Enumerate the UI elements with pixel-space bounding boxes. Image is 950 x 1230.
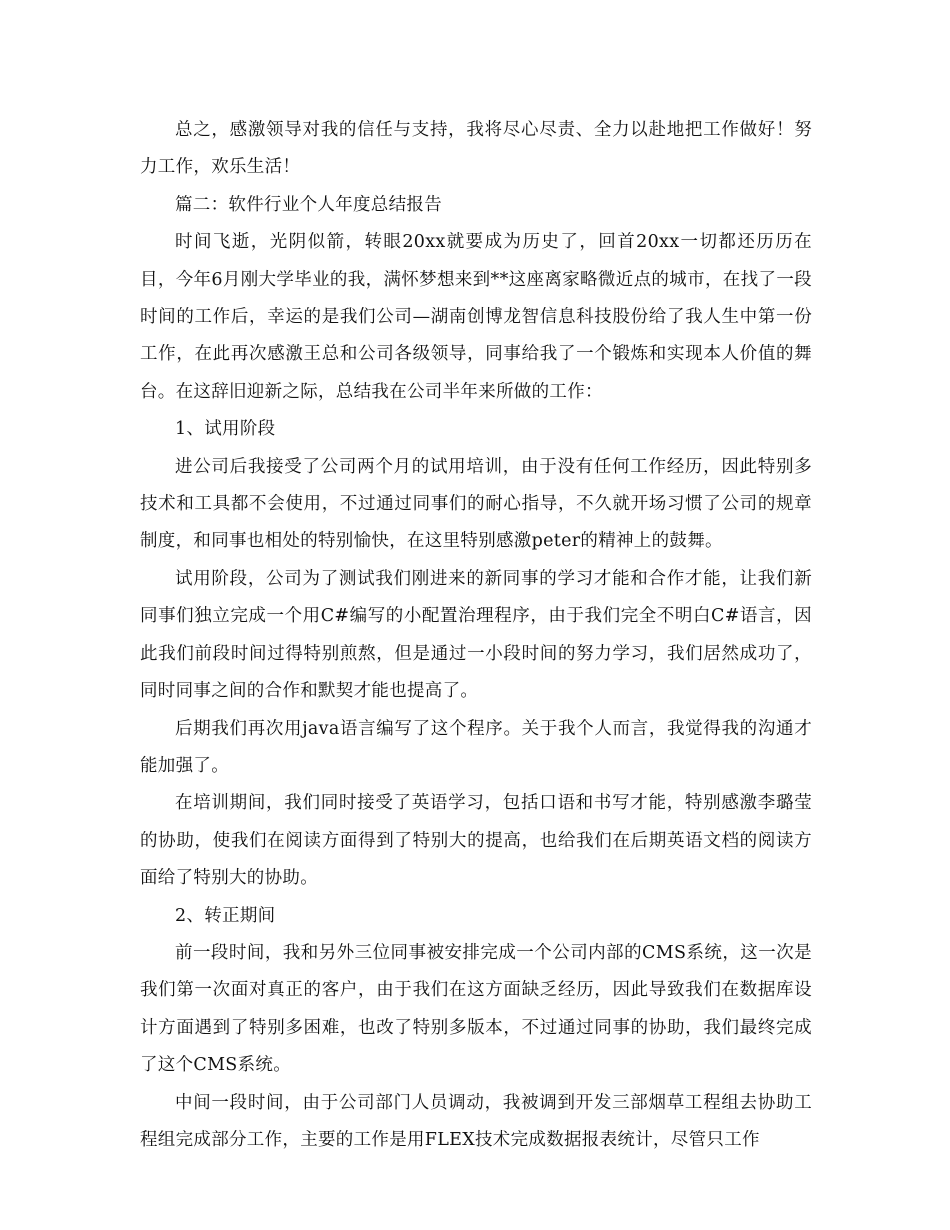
- paragraph-cms-system: 前一段时间，我和另外三位同事被安排完成一个公司内部的CMS系统，这一次是我们第一次面对真正的客户，由于我们在这方面缺乏经历，因此导致我们在数据库设计方面遇到了特别多困难，也改了特别多版本，不过通过同事的协助，我们最终完成了这个CMS系统。: [140, 942, 812, 1076]
- section-heading-regular-period: 2、转正期间: [175, 905, 276, 926]
- paragraph-trial-training: 进公司后我接受了公司两个月的试用培训，由于没有任何工作经历，因此特别多技术和工具都不会使用，不过通过同事们的耐心指导，不久就开场习惯了公司的规章制度，和同事也相处的特别愉快，在这里特别感激peter的精神上的鼓舞。: [140, 456, 812, 552]
- paragraph-flex-work: 中间一段时间，由于公司部门人员调动，我被调到开发三部烟草工程组去协助工程组完成部分工作，主要的工作是用FLEX技术完成数据报表统计，尽管只工作: [140, 1092, 812, 1150]
- paragraph-trial-test: 试用阶段，公司为了测试我们刚进来的新同事的学习才能和合作才能，让我们新同事们独立完成一个用C#编写的小配置治理程序，由于我们完全不明白C#语言，因此我们前段时间过得特别煎熬，但是通过一小段时间的努力学习，我们居然成功了，同时同事之间的合作和默契才能也提高了。: [140, 568, 812, 702]
- paragraph-java: 后期我们再次用java语言编写了这个程序。关于我个人而言，我觉得我的沟通才能加强了。: [140, 718, 812, 776]
- paragraph-intro: 时间飞逝，光阴似箭，转眼20xx就要成为历史了，回首20xx一切都还历历在目，今年6月刚大学毕业的我，满怀梦想来到**这座离家略微近点的城市，在找了一段时间的工作后，幸运的是我们公司—湖南创博龙智信息科技股份给了我人生中第一份工作，在此再次感激王总和公司各级领导，同事给我了一个锻炼和实现本人价值的舞台。在这辞旧迎新之际，总结我在公司半年来所做的工作：: [140, 232, 812, 402]
- document-body: [140, 112, 812, 1159]
- paragraph-english-training: 在培训期间，我们同时接受了英语学习，包括口语和书写才能，特别感激李璐莹的协助，使我们在阅读方面得到了特别大的提高，也给我们在后期英语文档的阅读方面给了特别大的协助。: [140, 793, 812, 889]
- paragraph-closing: 总之，感激领导对我的信任与支持，我将尽心尽责、全力以赴地把工作做好！努力工作，欢乐生活！: [140, 120, 812, 178]
- section-heading-part-two: 篇二：软件行业个人年度总结报告: [175, 194, 442, 215]
- section-heading-trial-period: 1、试用阶段: [175, 419, 276, 440]
